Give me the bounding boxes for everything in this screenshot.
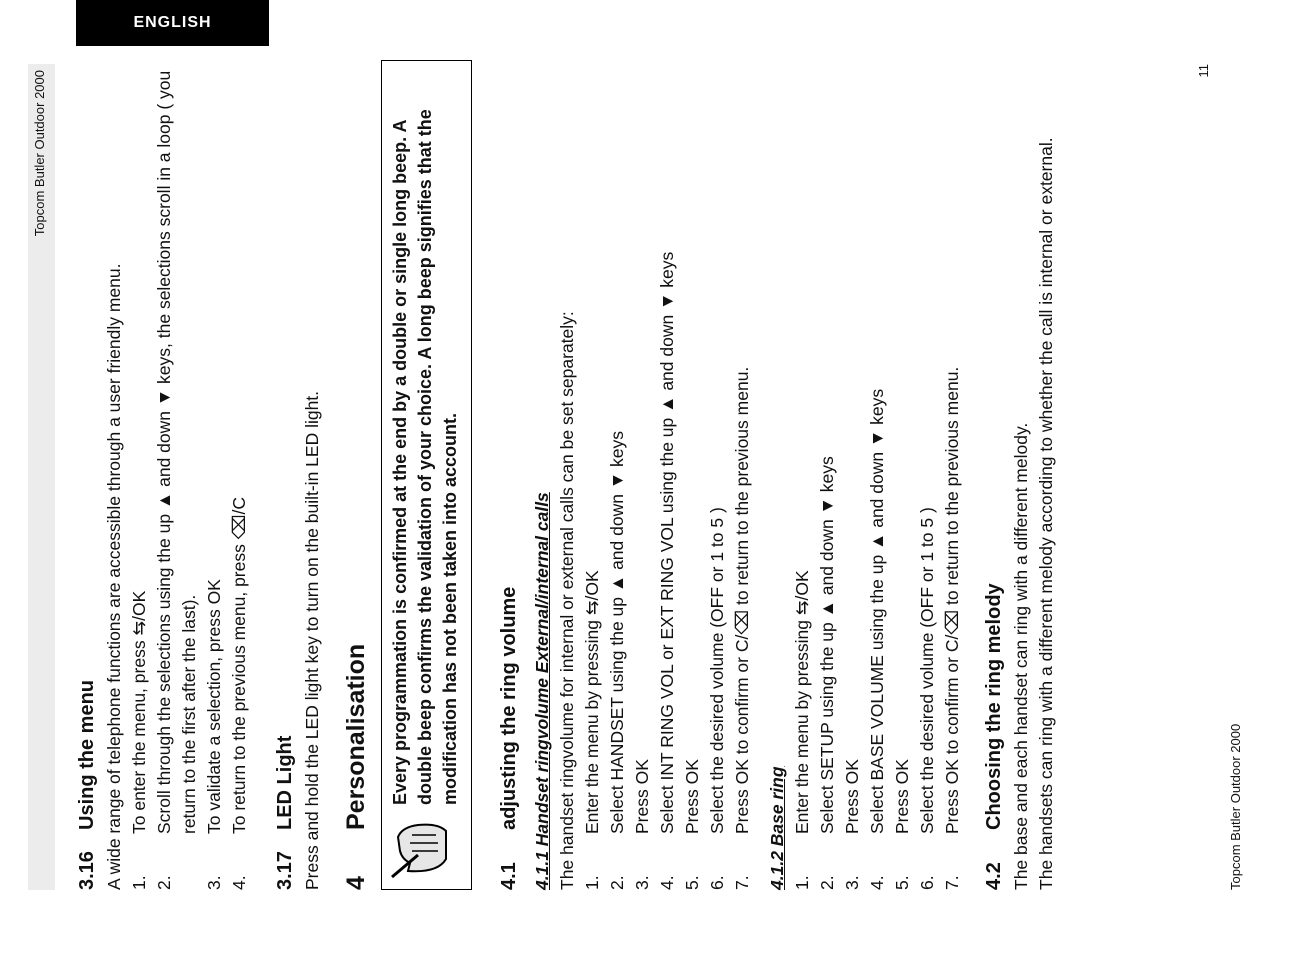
section-heading: 4.2Choosing the ring melody: [983, 583, 1005, 890]
section-text: Press and hold the LED light key to turn on the built-in LED light.: [302, 390, 322, 890]
section-text: The handsets can ring with a different melody according to whether the call is internal or external.: [1036, 137, 1056, 890]
steps-list: [580, 60, 755, 890]
subsection-intro: The handset ringvolume for internal or external calls can be set separately:: [557, 311, 577, 890]
list-item: 4. To return to the previous menu, press ⌫/C: [229, 497, 249, 890]
subsection-heading: 4.1.1 Handset ringvolume External/internal calls: [532, 492, 552, 890]
page-number: 11: [1196, 64, 1211, 78]
list-item: 7. Press OK to confirm or C/⌫ to return to the previous menu.: [732, 366, 752, 890]
list-item: 4. Select BASE VOLUME using the up ▲ and down ▼ keys: [867, 388, 887, 890]
section-text: The base and each handset can ring with a different melody.: [1011, 422, 1031, 890]
header-strip: [28, 64, 55, 890]
list-item: 3. Press OK: [842, 759, 862, 890]
list-item: 1. Enter the menu by pressing ⇆/OK: [792, 570, 812, 890]
list-item: 4. Select INT RING VOL or EXT RING VOL using the up ▲ and down ▼ keys: [657, 251, 677, 890]
list-item: 3. To validate a selection, press OK: [204, 579, 224, 890]
footer-title: Topcom Butler Outdoor 2000: [1228, 723, 1243, 890]
list-item: 1. Enter the menu by pressing ⇆/OK: [582, 570, 602, 890]
list-item: 2. Select HANDSET using the up ▲ and down ▼ keys: [607, 431, 627, 890]
list-item: 6. Select the desired volume (OFF or 1 to 5 ): [917, 507, 937, 890]
list-item: 5. Press OK: [682, 759, 702, 890]
chapter-heading: 4Personalisation: [342, 643, 370, 890]
note-text: Every programmation is confirmed at the end by a double or single long beep. A double beep confirms the validation of your choice. A long beep signifies that the modification has not been taken into account.: [390, 109, 460, 805]
main-content: [72, 60, 1059, 890]
language-tab-label: ENGLISH: [76, 0, 269, 46]
language-tab: [76, 0, 269, 46]
section-heading: 4.1adjusting the ring volume: [498, 586, 520, 890]
note-hand-icon: [388, 817, 452, 881]
section-4: [339, 60, 472, 890]
steps-list: [127, 60, 252, 890]
subsection-heading: 4.1.2 Base ring: [767, 766, 787, 890]
note-box: [381, 60, 472, 890]
header-title: Topcom Butler Outdoor 2000: [32, 70, 47, 237]
section-heading: 3.16Using the menu: [76, 679, 98, 890]
list-item: 2. Select SETUP using the up ▲ and down ▼ keys: [817, 456, 837, 890]
section-4-1: [494, 60, 965, 890]
section-intro: A wide range of telephone functions are accessible through a user friendly menu.: [104, 263, 124, 890]
list-item: 5. Press OK: [892, 759, 912, 890]
section-heading: 3.17LED Light: [274, 735, 296, 890]
section-3-17: [270, 60, 325, 890]
list-item: 3. Press OK: [632, 759, 652, 890]
list-item: 6. Select the desired volume (OFF or 1 to 5 ): [707, 507, 727, 890]
list-item: 2. Scroll through the selections using the up ▲ and down ▼ keys, the selections scroll in a loop ( you return to the first after the last).: [154, 70, 199, 890]
list-item: 1. To enter the menu, press ⇆/OK: [129, 590, 149, 890]
section-3-16: [72, 60, 252, 890]
list-item: 7. Press OK to confirm or C/⌫ to return to the previous menu.: [942, 366, 962, 890]
steps-list: [790, 60, 965, 890]
section-4-2: [979, 60, 1059, 890]
